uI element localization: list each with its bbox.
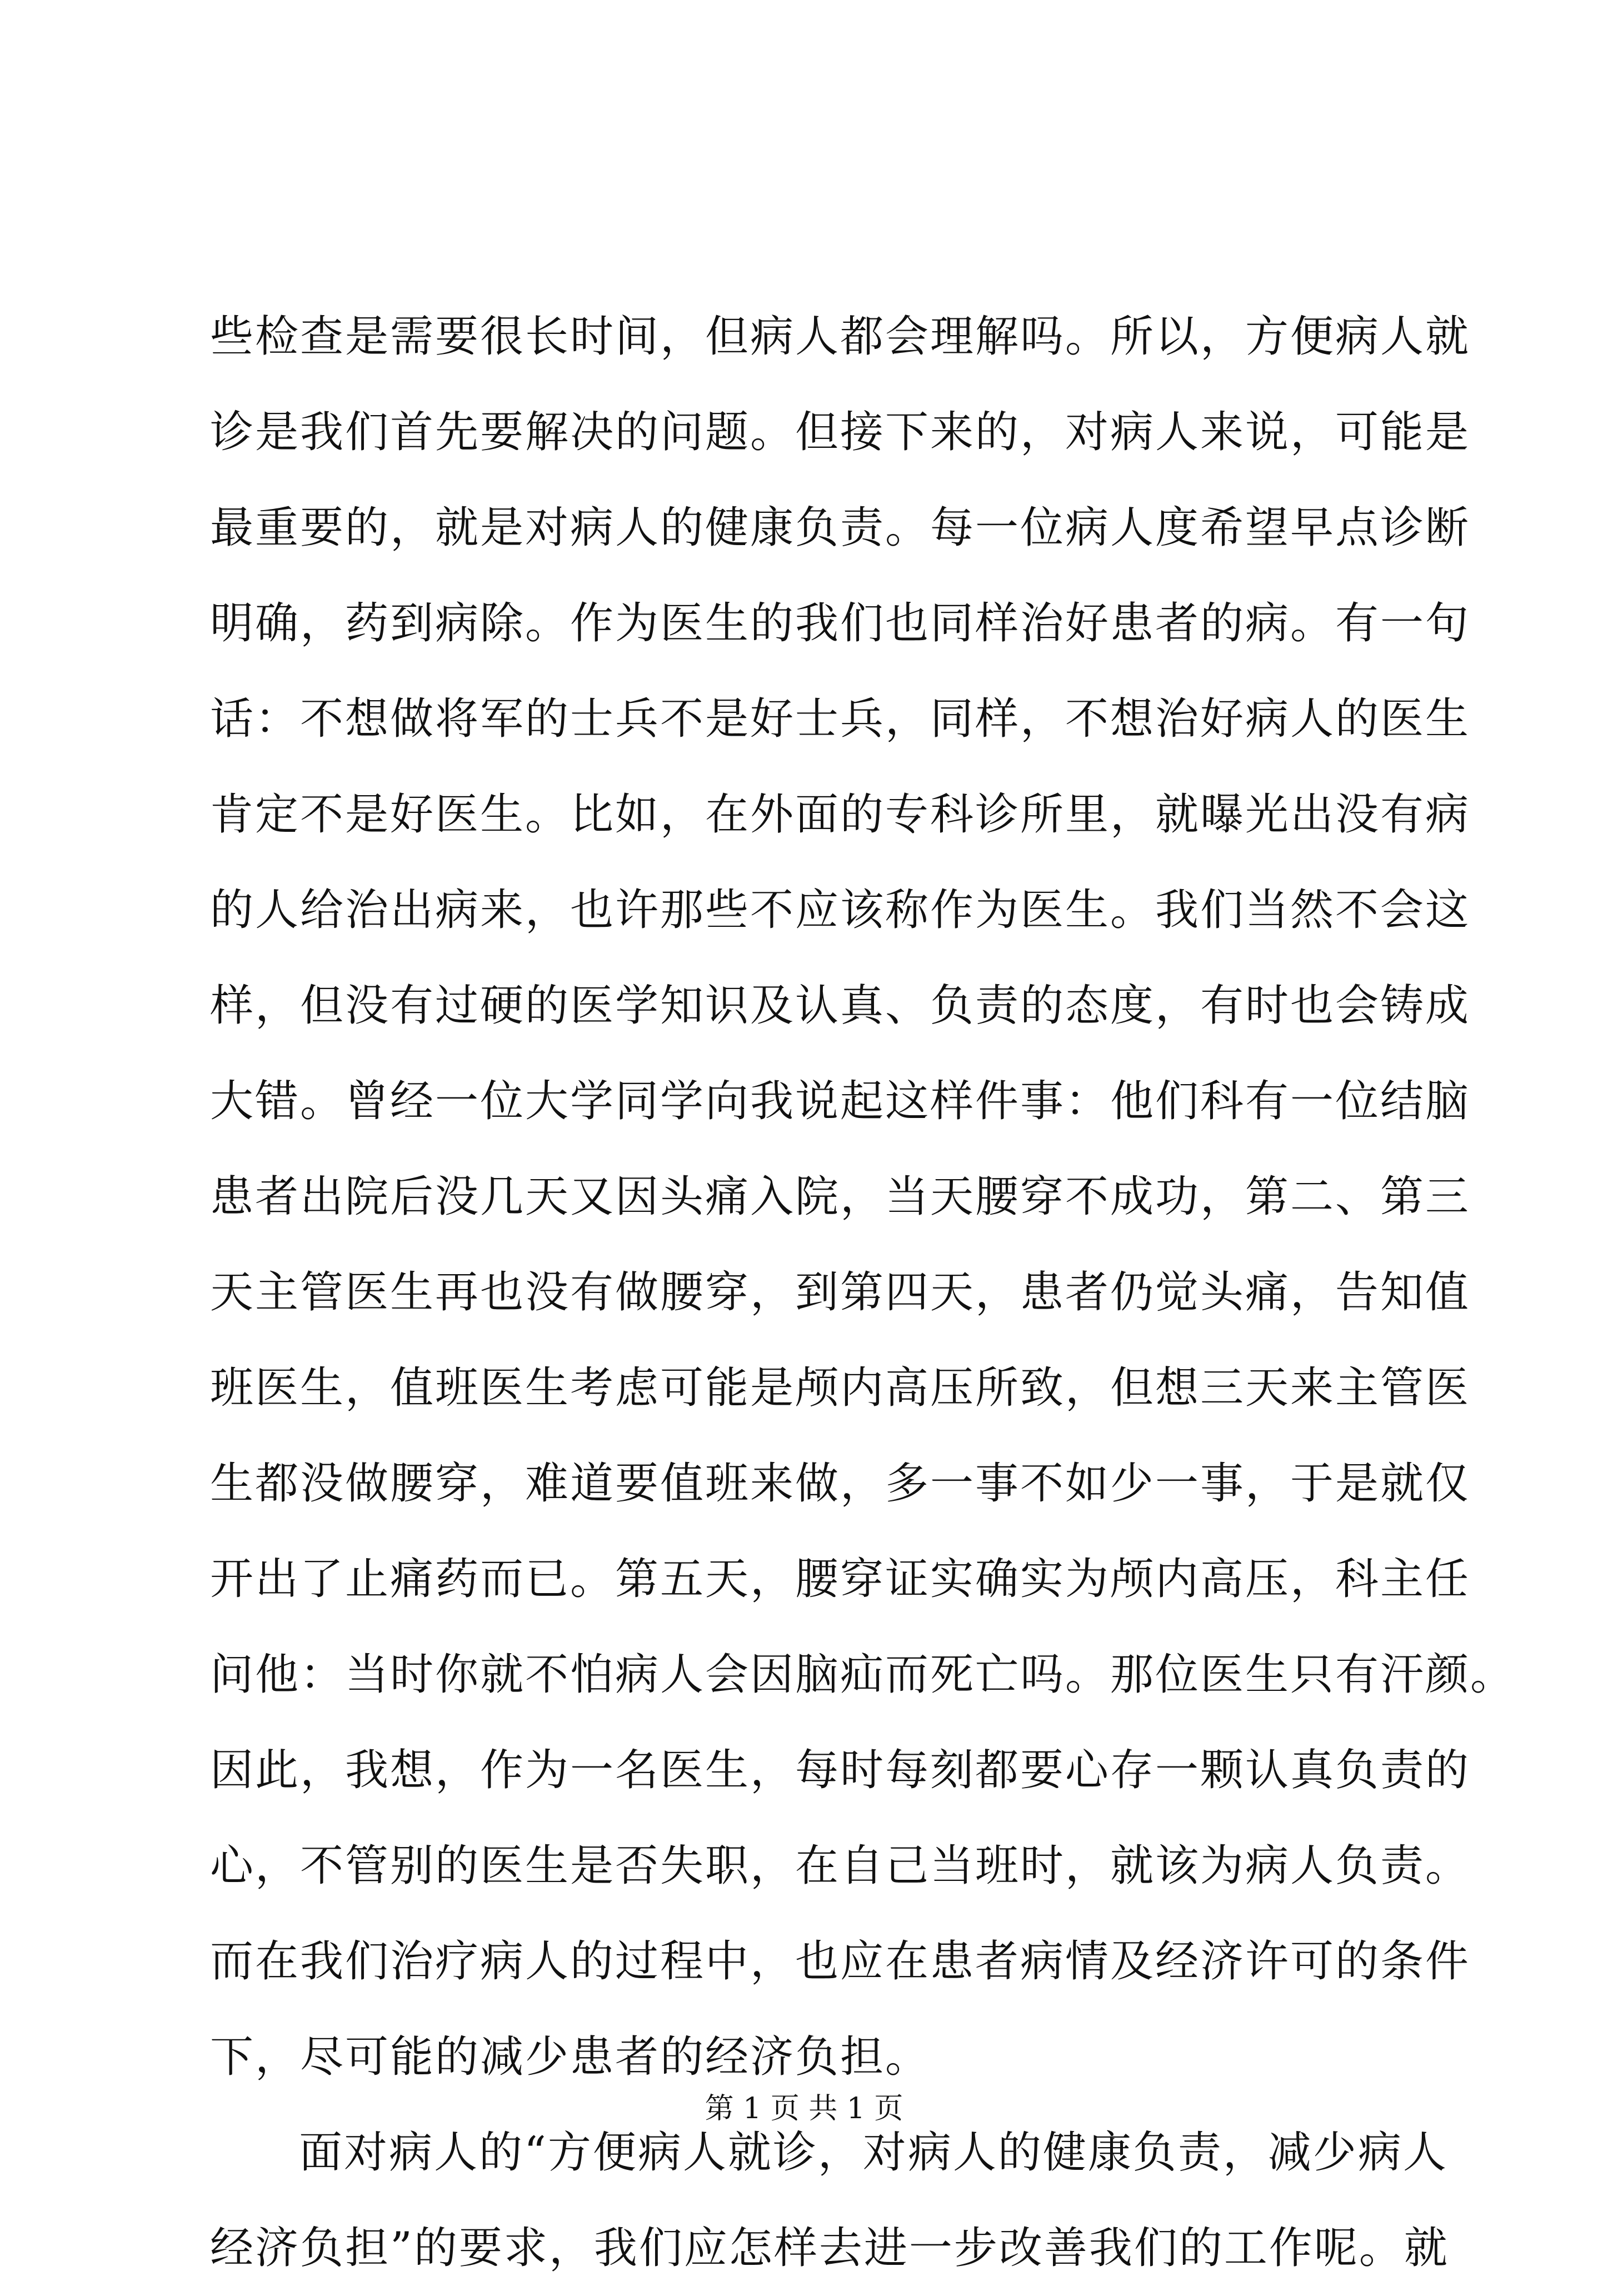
text-line: 经济负担”的要求，我们应怎样去进一步改善我们的工作呢。就: [210, 2223, 1449, 2273]
text-line: 下，尽可能的减少患者的经济负担。: [210, 2032, 931, 2082]
text-line: 患者出院后没几天又因头痛入院，当天腰穿不成功，第二、第三: [210, 1172, 1471, 1222]
text-line: 话：不想做将军的士兵不是好士兵，同样，不想治好病人的医生: [210, 694, 1471, 744]
page-footer: 第 1 页 共 1 页: [705, 2092, 903, 2125]
text-line: 天主管医生再也没有做腰穿，到第四天，患者仍觉头痛，告知值: [210, 1267, 1471, 1317]
text-line: 生都没做腰穿，难道要值班来做，多一事不如少一事，于是就仅: [210, 1459, 1471, 1509]
text-line: 问他：当时你就不怕病人会因脑疝而死亡吗。那位医生只有汗颜。: [210, 1650, 1516, 1700]
text-line: 些检查是需要很长时间，但病人都会理解吗。所以，方便病人就: [210, 312, 1471, 362]
body-text: [210, 289, 1516, 2296]
text-line: 的人给治出病来，也许那些不应该称作为医生。我们当然不会这: [210, 885, 1471, 935]
text-line: 而在我们治疗病人的过程中，也应在患者病情及经济许可的条件: [210, 1936, 1471, 1986]
text-line: 开出了止痛药而已。第五天，腰穿证实确实为颅内高压，科主任: [210, 1554, 1471, 1604]
text-line: 肯定不是好医生。比如，在外面的专科诊所里，就曝光出没有病: [210, 790, 1471, 840]
text-line: 因此，我想，作为一名医生，每时每刻都要心存一颗认真负责的: [210, 1745, 1471, 1795]
text-line: 样，但没有过硬的医学知识及认真、负责的态度，有时也会铸成: [210, 981, 1471, 1031]
text-line: 大错。曾经一位大学同学向我说起这样件事：他们科有一位结脑: [210, 1076, 1471, 1126]
text-line: 明确，药到病除。作为医生的我们也同样治好患者的病。有一句: [210, 598, 1471, 648]
text-line: 心，不管别的医生是否失职，在自己当班时，就该为病人负责。: [210, 1841, 1471, 1891]
text-line: 班医生，值班医生考虑可能是颅内高压所致，但想三天来主管医: [210, 1363, 1471, 1413]
text-line: 最重要的，就是对病人的健康负责。每一位病人度希望早点诊断: [210, 503, 1471, 553]
paragraph-first-line: 面对病人的“方便病人就诊，对病人的健康负责，减少病人: [299, 2128, 1448, 2178]
text-line: 诊是我们首先要解决的问题。但接下来的，对病人来说，可能是: [210, 407, 1471, 457]
